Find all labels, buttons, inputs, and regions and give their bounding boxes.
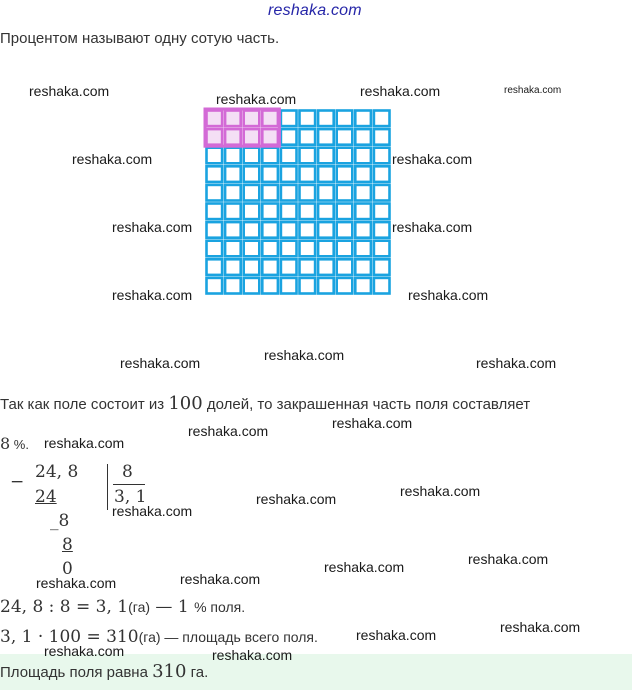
watermark: reshaka.com (392, 219, 473, 235)
grid-cell (337, 129, 353, 145)
watermark: reshaka.com (468, 551, 549, 567)
grid-cell (244, 259, 260, 275)
division-minus: − (10, 472, 25, 492)
grid-cell (318, 241, 334, 257)
grid-cell (355, 166, 371, 182)
grid-cell (281, 241, 297, 257)
watermark: reshaka.com (392, 151, 473, 167)
highlighted-region (205, 109, 279, 146)
grid-cell (244, 222, 260, 238)
percent-value: 8 (0, 434, 11, 453)
grid-cell (262, 278, 278, 294)
grid-cell (225, 259, 241, 275)
division-dividend: 24, 8 (35, 462, 79, 482)
grid-cell (300, 204, 316, 220)
answer-unit: га. (186, 664, 209, 681)
grid-cell (262, 259, 278, 275)
grid-cell (355, 148, 371, 164)
eq2-unit: (га) (138, 629, 161, 645)
grid-cell (207, 259, 223, 275)
watermark: reshaka.com (112, 287, 193, 303)
watermark: reshaka.com (476, 355, 557, 371)
watermark: reshaka.com (44, 643, 125, 659)
watermark: reshaka.com (264, 347, 345, 363)
grid-cell (355, 185, 371, 201)
division-bracket (107, 464, 108, 510)
watermark: reshaka.com (408, 287, 489, 303)
division-sub1: 24 (35, 487, 57, 507)
eq1-math: 24, 8 : 8 = 3, 1 (0, 597, 129, 617)
grid-cell (244, 185, 260, 201)
division-divisor-line (113, 484, 145, 485)
grid-cell (207, 166, 223, 182)
grid-cell (207, 204, 223, 220)
watermark: reshaka.com (72, 151, 153, 167)
watermark: reshaka.com (332, 415, 413, 431)
grid-cell (244, 204, 260, 220)
percent-line (0, 434, 29, 454)
grid-cell (244, 166, 260, 182)
grid-cell (281, 204, 297, 220)
grid-cell (262, 185, 278, 201)
grid-cell (355, 129, 371, 145)
grid-cell (281, 129, 297, 145)
grid-cell (337, 185, 353, 201)
grid-cell (337, 204, 353, 220)
grid-cell (337, 148, 353, 164)
watermark: reshaka.com (212, 647, 293, 663)
grid-cell (300, 278, 316, 294)
intro-text: Процентом называют одну сотую часть. (0, 30, 280, 47)
watermark: reshaka.com (256, 491, 337, 507)
grid-cell (300, 241, 316, 257)
grid-cell (355, 259, 371, 275)
watermark: reshaka.com (504, 85, 562, 96)
grid-cell (207, 185, 223, 201)
eq1-dash: — 1 (150, 597, 195, 617)
division-quotient: 3, 1 (114, 487, 147, 507)
grid-cell (207, 241, 223, 257)
answer-line (0, 661, 208, 682)
grid-cell (300, 185, 316, 201)
watermark: reshaka.com (29, 83, 110, 99)
answer-number: 310 (152, 661, 187, 682)
equation-1 (0, 597, 245, 617)
eq1-unit: (га) (128, 599, 151, 615)
grid-cell (281, 185, 297, 201)
grid-cell (225, 185, 241, 201)
grid-cell (262, 222, 278, 238)
grid-cell (337, 111, 353, 127)
grid-cell (318, 111, 334, 127)
answer-text: Площадь поля равна (0, 664, 153, 681)
grid-cell (318, 148, 334, 164)
grid-cell (244, 278, 260, 294)
grid-cell (374, 111, 390, 127)
watermark: reshaka.com (400, 483, 481, 499)
grid-cell (374, 166, 390, 182)
grid-cell (355, 241, 371, 257)
grid-cell (300, 222, 316, 238)
grid-cell (337, 222, 353, 238)
grid-cell (318, 259, 334, 275)
grid-cell (337, 166, 353, 182)
paragraph-text-b: долей, то закрашенная часть поля составляет (202, 396, 531, 413)
watermark: reshaka.com (216, 91, 297, 107)
grid-cell (374, 222, 390, 238)
grid-cell (281, 259, 297, 275)
grid-cell (374, 129, 390, 145)
grid-cell (207, 222, 223, 238)
grid-cell (281, 278, 297, 294)
grid-cell (262, 148, 278, 164)
grid-cell (225, 204, 241, 220)
grid-cell (318, 185, 334, 201)
grid-cell (225, 241, 241, 257)
watermark: reshaka.com (36, 575, 117, 591)
grid-cell (355, 222, 371, 238)
grid-cell (281, 166, 297, 182)
grid-cell (355, 204, 371, 220)
watermark: reshaka.com (360, 83, 441, 99)
eq2-math: 3, 1 · 100 = 310 (0, 627, 139, 647)
grid-cell (262, 241, 278, 257)
division-divisor: 8 (122, 462, 133, 482)
watermark: reshaka.com (324, 559, 405, 575)
grid-cell (355, 278, 371, 294)
grid-cell (225, 148, 241, 164)
grid-cell (318, 129, 334, 145)
eq2-rest: — площадь всего поля. (160, 629, 318, 645)
grid-cell (300, 259, 316, 275)
grid-cell (374, 185, 390, 201)
grid-cell (281, 111, 297, 127)
grid-cell (281, 148, 297, 164)
grid-cell (318, 222, 334, 238)
grid-cell (374, 204, 390, 220)
grid-cell (374, 278, 390, 294)
grid-cell (207, 278, 223, 294)
grid-cell (374, 241, 390, 257)
percent-grid (203, 107, 393, 297)
watermark: reshaka.com (112, 219, 193, 235)
grid-cell (207, 148, 223, 164)
watermark: reshaka.com (356, 627, 437, 643)
paragraph-number: 100 (168, 393, 203, 414)
grid-cell (244, 241, 260, 257)
grid-cell (374, 259, 390, 275)
grid-cell (337, 278, 353, 294)
grid-cell (374, 148, 390, 164)
grid-cell (225, 166, 241, 182)
eq1-rest: % поля. (194, 599, 246, 615)
percent-suffix: %. (10, 437, 29, 452)
grid-cell (318, 166, 334, 182)
division-remainder: _8 (50, 511, 70, 531)
site-header[interactable]: reshaka.com (268, 2, 362, 19)
division-final: 0 (62, 559, 73, 579)
paragraph-line1 (0, 393, 530, 414)
grid-cell (300, 129, 316, 145)
watermark: reshaka.com (500, 619, 581, 635)
grid-cell (337, 259, 353, 275)
grid-cell (300, 166, 316, 182)
grid-cell (225, 222, 241, 238)
grid-cell (318, 204, 334, 220)
grid-cell (300, 111, 316, 127)
grid-cell (318, 278, 334, 294)
grid-cell (262, 166, 278, 182)
grid-cell (355, 111, 371, 127)
watermark: reshaka.com (180, 571, 261, 587)
watermark: reshaka.com (112, 503, 193, 519)
watermark: reshaka.com (120, 355, 201, 371)
paragraph-text-a: Так как поле состоит из (0, 396, 169, 413)
grid-cell (262, 204, 278, 220)
watermark: reshaka.com (188, 423, 269, 439)
division-sub2: 8 (62, 535, 73, 555)
watermark: reshaka.com (44, 435, 125, 451)
grid-cell (225, 278, 241, 294)
grid-cell (300, 148, 316, 164)
grid-cell (281, 222, 297, 238)
grid-cell (244, 148, 260, 164)
grid-cell (337, 241, 353, 257)
answer-block (0, 654, 632, 690)
